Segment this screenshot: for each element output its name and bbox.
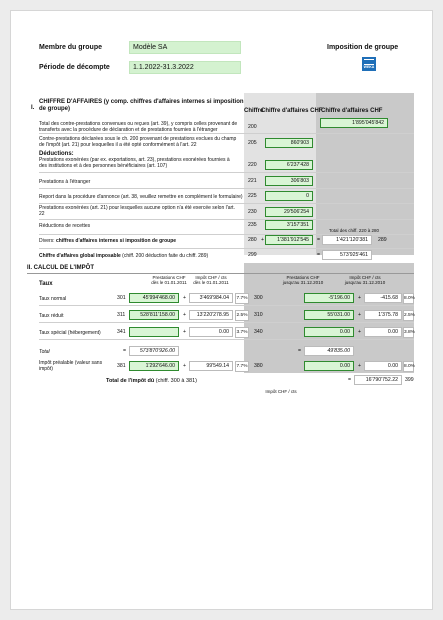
vat-form-page [10, 10, 433, 610]
rate-pct: 7.7% [235, 293, 249, 304]
rate-amount-field[interactable] [129, 327, 179, 337]
rate-op: + [183, 295, 187, 301]
row225-code: 225 [248, 193, 257, 199]
row220-code: 220 [248, 162, 257, 168]
total-tax-eq: = [348, 377, 352, 383]
row225-label: Report dans la procédure d'annonce (art. 38, veuillez remettre en complément le formulaire) [39, 194, 243, 200]
row381-label: Impôt préalable (valeur sans impôt) [39, 360, 103, 372]
row221-field[interactable]: 306'803 [265, 176, 313, 186]
row220-field[interactable]: 6'237'428 [265, 160, 313, 170]
row280-total-field: 1'421'120'381 [322, 235, 372, 245]
row235-label: Réductions de recettes [39, 223, 91, 229]
row200-field[interactable]: 1'895'045'842 [320, 118, 388, 128]
rate-tax-field: 0.00 [189, 327, 233, 337]
rate-pct-old: 8.0% [403, 293, 414, 304]
rate-op-old: + [358, 295, 362, 301]
row299-field: 573'925'461 [322, 250, 372, 260]
row221-code: 221 [248, 178, 257, 184]
row280-op: + [261, 237, 265, 243]
row299-label-rest: (chiff. 200 déduction faite du chiff. 289) [120, 253, 209, 259]
col-head-chiffre: Chiffre [244, 108, 264, 114]
row235-code: 235 [248, 222, 257, 228]
row381-tax-field: 99'549.14 [189, 361, 233, 371]
row381-pct: 7.7% [235, 361, 249, 372]
section1-title: CHIFFRE D'AFFAIRES (y comp. chiffres d'affaires internes si imposition de groupe) [39, 99, 244, 112]
rate-pct: 2.5% [235, 310, 249, 321]
divider [39, 248, 414, 249]
total-label: Total [39, 349, 50, 355]
divider [39, 203, 414, 204]
rate-pct-old: 3.8% [403, 327, 414, 338]
total-tax-label [106, 378, 197, 385]
rate-amount-field[interactable]: 45'994'468.00 [129, 293, 179, 303]
divider [39, 305, 414, 306]
row280-eq: = [317, 237, 321, 243]
row230-code: 230 [248, 209, 257, 215]
rate-pct: 3.7% [235, 327, 249, 338]
col-head-3a: Prestations CHF [286, 275, 320, 280]
weka-logo [362, 57, 376, 71]
rate-amount-old-field[interactable]: 0.00 [304, 327, 354, 337]
rate-op: + [183, 312, 187, 318]
rate-amount-field[interactable]: 528'811'158.00 [129, 310, 179, 320]
col-head-3b: jusqu'au 31.12.2010 [282, 280, 324, 285]
section1-roman: I. [31, 105, 35, 111]
col-head-4 [335, 275, 395, 285]
col-head-ca1: Chiffre d'affaires CHF [261, 108, 323, 114]
section2-title: II. CALCUL DE L'IMPÔT [27, 265, 94, 271]
total-eq: = [123, 348, 127, 354]
taux-label: Taux [39, 281, 53, 287]
rate-code-old: 340 [254, 329, 263, 335]
logo-text: WEKA [363, 65, 375, 69]
col-head-2b: dès le 01.01.2011 [193, 280, 229, 285]
rate-code: 341 [117, 329, 126, 335]
col-head-4a: Impôt CHF / cts [349, 275, 381, 280]
rate-code: 311 [117, 312, 126, 318]
total-eq2: = [298, 348, 302, 354]
rate-tax-field: 3'469'984.04 [189, 293, 233, 303]
total-tax-label-rest: (chiff. 300 à 381) [154, 378, 197, 384]
row380-tax-field: 0.00 [364, 361, 402, 371]
row299-label [39, 253, 208, 260]
total-note: Total des chiff. 220 à 280 [329, 228, 379, 233]
col-head-2 [181, 275, 241, 285]
row280-label [39, 238, 176, 245]
section1-light-col [244, 93, 316, 255]
member-field[interactable]: Modèle SA [129, 41, 241, 54]
member-label: Membre du groupe [39, 44, 103, 51]
divider [39, 219, 414, 220]
section2-divider [27, 273, 414, 274]
col-head-ca2: Chiffre d'affaires CHF [321, 108, 383, 114]
row381-op: + [183, 363, 187, 369]
row225-field[interactable]: 0 [265, 191, 313, 201]
rate-tax-old-field: -415.68 [364, 293, 402, 303]
rate-tax-old-field: 1'375.78 [364, 310, 402, 320]
period-label: Période de décompte [39, 64, 110, 71]
row380-pct: 8.0% [403, 361, 414, 372]
rate-code-old: 300 [254, 295, 263, 301]
rate-op: + [183, 329, 187, 335]
rate-label: Taux réduit [39, 313, 64, 319]
row205-code: 205 [248, 140, 257, 146]
row280-code: 280 [248, 237, 257, 243]
row381-code: 381 [117, 363, 126, 369]
row380-op: + [358, 363, 362, 369]
rate-label: Taux normal [39, 296, 67, 302]
row381-field[interactable]: 1'292'646.00 [129, 361, 179, 371]
col-head-3 [273, 275, 333, 285]
footer-head: Impôt CHF / cts [265, 389, 297, 394]
row220-label: Prestations exonérées (par ex. exportations, art. 23), prestations exonérées fournies à des institutions et à des personnes bénéficiaires (art. 107) [39, 157, 230, 169]
rate-tax-old-field: 0.00 [364, 327, 402, 337]
col-head-2a: Impôt CHF / cts [195, 275, 227, 280]
divider [39, 133, 414, 134]
row280-field[interactable]: 1'381'912'545 [265, 235, 313, 245]
rate-op-old: + [358, 312, 362, 318]
row235-field[interactable]: 3'157'351 [265, 220, 313, 230]
rate-amount-old-field[interactable]: -5'196.00 [304, 293, 354, 303]
rate-code: 301 [117, 295, 126, 301]
row299-label-bold: Chiffre d'affaires global imposable [39, 253, 121, 259]
row200-label: Total des contre-prestations convenues ou reçues (art. 39), y compris celles provenant de transferts avec la procédure de déclaration et de prestations fournies à l'étranger [39, 121, 238, 133]
divider [39, 322, 414, 323]
rate-pct-old: 2.5% [403, 310, 414, 321]
row221-label: Prestations à l'étranger [39, 179, 91, 185]
total-v1-field: 573'870'926.00 [129, 346, 179, 356]
row289-code: 289 [378, 237, 387, 243]
row380-field[interactable]: 0.00 [304, 361, 354, 371]
row299-code: 299 [248, 252, 257, 258]
row299-eq: = [317, 252, 321, 258]
total-tax-code: 399 [405, 377, 414, 383]
col-head-1a: Prestations CHF [152, 275, 186, 280]
deductions-label: Déductions: [39, 151, 74, 157]
col-head-1b: dès le 01.01.2011 [151, 280, 187, 285]
period-field[interactable]: 1.1.2022-31.3.2022 [129, 61, 241, 74]
row205-label: Contre-prestations déclarées sous le ch. 200 provenant de prestations exclues du champ de l'impôt (art. 21) pour lesquelles il a été opté conformément à l'art. 22 [39, 136, 237, 148]
col-head-4b: jusqu'au 31.12.2010 [344, 280, 386, 285]
rate-op-old: + [358, 329, 362, 335]
divider [39, 188, 414, 189]
rate-label: Taux spécial (hébergement) [39, 330, 101, 336]
row380-code: 380 [254, 363, 263, 369]
row205-field[interactable]: 860'903 [265, 138, 313, 148]
rate-tax-field: 13'220'278.95 [189, 310, 233, 320]
divider [39, 172, 414, 173]
row230-field[interactable]: 29'506'254 [265, 207, 313, 217]
row200-code: 200 [248, 124, 257, 130]
total-tax-label-bold: Total de l'impôt dû [106, 378, 155, 384]
divider [39, 339, 414, 340]
total-tax-field: 16'790'752.22 [354, 375, 402, 385]
row280-label-bold: chiffres d'affaires internes si imposition de groupe [55, 238, 177, 244]
rate-amount-old-field[interactable]: 55'031.00 [304, 310, 354, 320]
row230-label: Prestations exonérées (art. 21) pour lesquelles aucune option n'a été exercée selon l'art. 22 [39, 205, 235, 217]
rate-code-old: 310 [254, 312, 263, 318]
total-v2-field: 49'835.00 [304, 346, 354, 356]
row280-label-pre: Divers: [39, 238, 56, 244]
group-taxation-title: Imposition de groupe [327, 44, 399, 51]
